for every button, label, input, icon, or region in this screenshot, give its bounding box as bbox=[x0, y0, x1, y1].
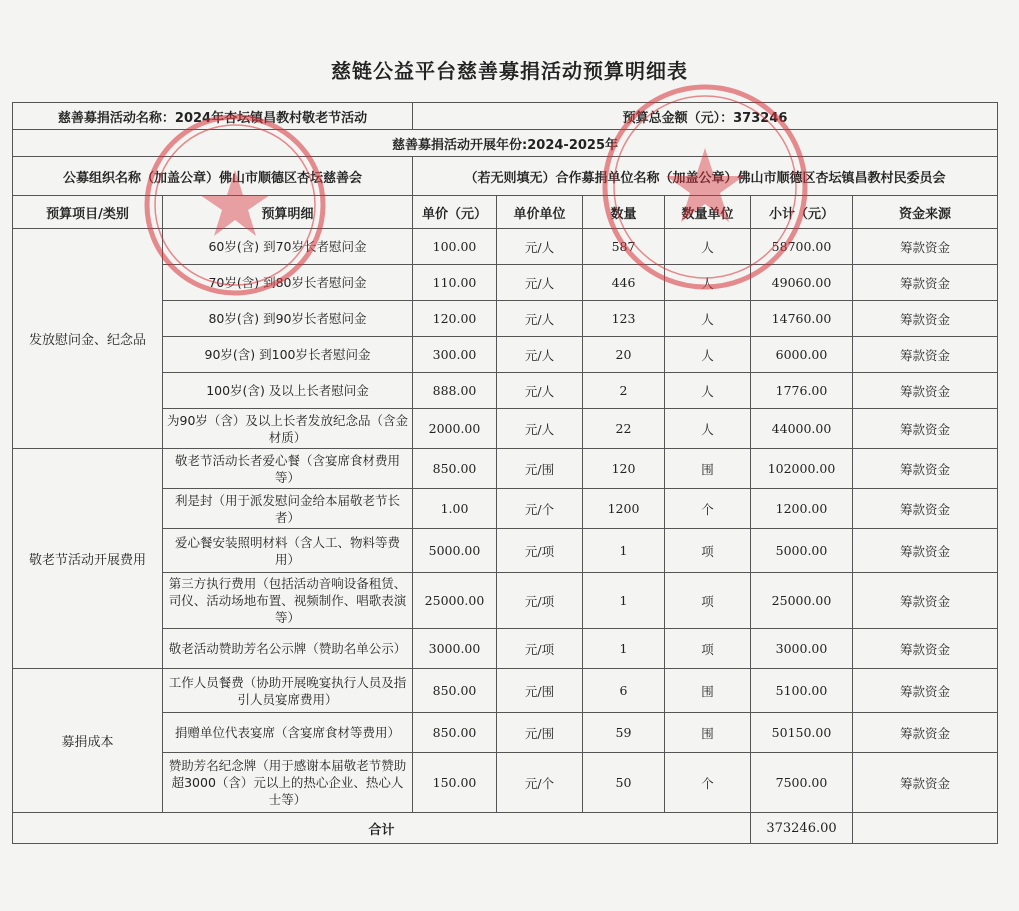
table-row bbox=[13, 669, 998, 713]
col-header: 数量 bbox=[583, 196, 665, 229]
quantity-unit-cell: 人 bbox=[665, 409, 751, 449]
item-cell: 捐赠单位代表宴席（含宴席食材等费用） bbox=[163, 713, 413, 753]
quantity-cell: 20 bbox=[583, 337, 665, 373]
col-header: 单价单位 bbox=[497, 196, 583, 229]
subtotal-cell: 6000.00 bbox=[751, 337, 853, 373]
quantity-cell: 446 bbox=[583, 265, 665, 301]
price-cell: 150.00 bbox=[413, 753, 497, 813]
subtotal-cell: 1776.00 bbox=[751, 373, 853, 409]
price-unit-cell: 元/围 bbox=[497, 669, 583, 713]
quantity-unit-cell: 人 bbox=[665, 301, 751, 337]
price-unit-cell: 元/项 bbox=[497, 573, 583, 629]
item-cell: 60岁(含) 到70岁长者慰问金 bbox=[163, 229, 413, 265]
price-unit-cell: 元/人 bbox=[497, 337, 583, 373]
fund-source-cell: 筹款资金 bbox=[853, 529, 998, 573]
item-cell: 敬老节活动长者爱心餐（含宴席食材费用等） bbox=[163, 449, 413, 489]
price-unit-cell: 元/人 bbox=[497, 373, 583, 409]
price-unit-cell: 元/人 bbox=[497, 229, 583, 265]
fund-source-cell: 筹款资金 bbox=[853, 373, 998, 409]
fund-source-cell: 筹款资金 bbox=[853, 669, 998, 713]
quantity-cell: 6 bbox=[583, 669, 665, 713]
budget-table bbox=[12, 102, 998, 844]
price-cell: 3000.00 bbox=[413, 629, 497, 669]
price-cell: 300.00 bbox=[413, 337, 497, 373]
price-unit-cell: 元/个 bbox=[497, 753, 583, 813]
quantity-cell: 22 bbox=[583, 409, 665, 449]
price-unit-cell: 元/人 bbox=[497, 409, 583, 449]
col-header: 数量单位 bbox=[665, 196, 751, 229]
price-unit-cell: 元/人 bbox=[497, 265, 583, 301]
price-unit-cell: 元/个 bbox=[497, 489, 583, 529]
price-cell: 850.00 bbox=[413, 713, 497, 753]
quantity-unit-cell: 人 bbox=[665, 265, 751, 301]
info-row-3 bbox=[13, 157, 998, 196]
quantity-unit-cell: 围 bbox=[665, 449, 751, 489]
price-unit-cell: 元/人 bbox=[497, 301, 583, 337]
item-cell: 70岁(含) 到80岁长者慰问金 bbox=[163, 265, 413, 301]
quantity-unit-cell: 项 bbox=[665, 573, 751, 629]
info-row-2 bbox=[13, 130, 998, 157]
item-cell: 爱心餐安装照明材料（含人工、物料等费用） bbox=[163, 529, 413, 573]
category-cell: 发放慰问金、纪念品 bbox=[13, 229, 163, 449]
price-cell: 1.00 bbox=[413, 489, 497, 529]
info-row-1 bbox=[13, 103, 998, 130]
item-cell: 为90岁（含）及以上长者发放纪念品（含金材质） bbox=[163, 409, 413, 449]
fund-source-cell: 筹款资金 bbox=[853, 229, 998, 265]
subtotal-cell: 58700.00 bbox=[751, 229, 853, 265]
item-cell: 100岁(含) 及以上长者慰问金 bbox=[163, 373, 413, 409]
fund-source-cell: 筹款资金 bbox=[853, 573, 998, 629]
price-cell: 2000.00 bbox=[413, 409, 497, 449]
quantity-cell: 123 bbox=[583, 301, 665, 337]
subtotal-cell: 44000.00 bbox=[751, 409, 853, 449]
subtotal-cell: 5000.00 bbox=[751, 529, 853, 573]
total-label: 合计 bbox=[13, 813, 751, 844]
item-cell: 90岁(含) 到100岁长者慰问金 bbox=[163, 337, 413, 373]
quantity-unit-cell: 项 bbox=[665, 629, 751, 669]
subtotal-cell: 1200.00 bbox=[751, 489, 853, 529]
quantity-cell: 2 bbox=[583, 373, 665, 409]
total-empty bbox=[853, 813, 998, 844]
col-header: 单价（元） bbox=[413, 196, 497, 229]
table-row bbox=[13, 229, 998, 265]
item-cell: 敬老活动赞助芳名公示牌（赞助名单公示） bbox=[163, 629, 413, 669]
table-row bbox=[13, 449, 998, 489]
quantity-unit-cell: 个 bbox=[665, 489, 751, 529]
col-header: 小计（元） bbox=[751, 196, 853, 229]
quantity-cell: 1 bbox=[583, 629, 665, 669]
quantity-cell: 50 bbox=[583, 753, 665, 813]
total-value: 373246.00 bbox=[751, 813, 853, 844]
col-header: 预算项目/类别 bbox=[13, 196, 163, 229]
fund-source-cell: 筹款资金 bbox=[853, 629, 998, 669]
partner-name: （若无则填无）合作募捐单位名称（加盖公章）佛山市顺德区杏坛镇昌教村民委员会 bbox=[413, 157, 998, 196]
quantity-cell: 120 bbox=[583, 449, 665, 489]
activity-years: 慈善募捐活动开展年份:2024-2025年 bbox=[13, 130, 998, 157]
subtotal-cell: 50150.00 bbox=[751, 713, 853, 753]
page-title: 慈链公益平台慈善募捐活动预算明细表 bbox=[331, 59, 688, 83]
subtotal-cell: 102000.00 bbox=[751, 449, 853, 489]
item-cell: 第三方执行费用（包括活动音响设备租赁、司仪、活动场地布置、视频制作、唱歌表演等） bbox=[163, 573, 413, 629]
quantity-cell: 59 bbox=[583, 713, 665, 753]
subtotal-cell: 49060.00 bbox=[751, 265, 853, 301]
fund-source-cell: 筹款资金 bbox=[853, 713, 998, 753]
category-cell: 敬老节活动开展费用 bbox=[13, 449, 163, 669]
subtotal-cell: 3000.00 bbox=[751, 629, 853, 669]
total-row bbox=[13, 813, 998, 844]
quantity-cell: 1200 bbox=[583, 489, 665, 529]
price-cell: 100.00 bbox=[413, 229, 497, 265]
quantity-unit-cell: 围 bbox=[665, 713, 751, 753]
item-cell: 工作人员餐费（协助开展晚宴执行人员及指引人员宴席费用） bbox=[163, 669, 413, 713]
subtotal-cell: 7500.00 bbox=[751, 753, 853, 813]
price-unit-cell: 元/项 bbox=[497, 629, 583, 669]
category-cell: 募捐成本 bbox=[13, 669, 163, 813]
price-cell: 110.00 bbox=[413, 265, 497, 301]
table-header bbox=[13, 196, 998, 229]
quantity-unit-cell: 人 bbox=[665, 373, 751, 409]
price-unit-cell: 元/项 bbox=[497, 529, 583, 573]
price-cell: 5000.00 bbox=[413, 529, 497, 573]
quantity-unit-cell: 围 bbox=[665, 669, 751, 713]
item-cell: 80岁(含) 到90岁长者慰问金 bbox=[163, 301, 413, 337]
price-unit-cell: 元/围 bbox=[497, 449, 583, 489]
quantity-cell: 1 bbox=[583, 529, 665, 573]
quantity-unit-cell: 人 bbox=[665, 229, 751, 265]
activity-name: 慈善募捐活动名称：2024年杏坛镇昌教村敬老节活动 bbox=[13, 103, 413, 130]
quantity-unit-cell: 人 bbox=[665, 337, 751, 373]
fund-source-cell: 筹款资金 bbox=[853, 265, 998, 301]
budget-total: 预算总金额（元）：373246 bbox=[413, 103, 998, 130]
item-cell: 赞助芳名纪念牌（用于感谢本届敬老节赞助超3000（含）元以上的热心企业、热心人士等） bbox=[163, 753, 413, 813]
fund-source-cell: 筹款资金 bbox=[853, 449, 998, 489]
subtotal-cell: 25000.00 bbox=[751, 573, 853, 629]
quantity-unit-cell: 个 bbox=[665, 753, 751, 813]
quantity-unit-cell: 项 bbox=[665, 529, 751, 573]
subtotal-cell: 5100.00 bbox=[751, 669, 853, 713]
quantity-cell: 1 bbox=[583, 573, 665, 629]
table-body bbox=[13, 229, 998, 813]
fund-source-cell: 筹款资金 bbox=[853, 409, 998, 449]
item-cell: 利是封（用于派发慰问金给本届敬老节长者） bbox=[163, 489, 413, 529]
fund-source-cell: 筹款资金 bbox=[853, 753, 998, 813]
price-unit-cell: 元/围 bbox=[497, 713, 583, 753]
subtotal-cell: 14760.00 bbox=[751, 301, 853, 337]
fund-source-cell: 筹款资金 bbox=[853, 489, 998, 529]
fund-source-cell: 筹款资金 bbox=[853, 337, 998, 373]
col-header: 预算明细 bbox=[163, 196, 413, 229]
price-cell: 888.00 bbox=[413, 373, 497, 409]
organizer-name: 公募组织名称（加盖公章）佛山市顺德区杏坛慈善会 bbox=[13, 157, 413, 196]
price-cell: 850.00 bbox=[413, 449, 497, 489]
quantity-cell: 587 bbox=[583, 229, 665, 265]
col-header: 资金来源 bbox=[853, 196, 998, 229]
price-cell: 25000.00 bbox=[413, 573, 497, 629]
price-cell: 120.00 bbox=[413, 301, 497, 337]
price-cell: 850.00 bbox=[413, 669, 497, 713]
fund-source-cell: 筹款资金 bbox=[853, 301, 998, 337]
